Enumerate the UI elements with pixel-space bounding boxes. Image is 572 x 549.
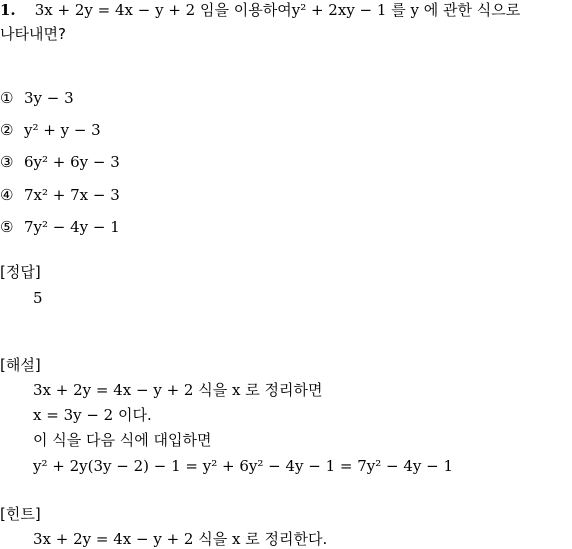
answer-label: [정답] (0, 263, 41, 281)
answer-value: 5 (33, 289, 43, 307)
explanation-text-a: 식을 (198, 381, 228, 399)
choice-4-mark: ④ (0, 186, 14, 204)
choice-5[interactable] (0, 217, 120, 237)
choice-1-mark: ① (0, 89, 14, 107)
hint-variable: x (232, 530, 241, 548)
explanation-text-c: 이다. (118, 406, 152, 424)
question-expression: y² + 2xy − 1 (291, 1, 387, 19)
choice-5-expression: 7y² − 4y − 1 (24, 218, 120, 236)
choice-2[interactable] (0, 120, 101, 140)
hint-equation: 3x + 2y = 4x − y + 2 (33, 530, 194, 548)
question-line-2: 나타내면? (0, 25, 66, 43)
hint-line-1 (33, 529, 327, 549)
explanation-text-b: 로 정리하면 (245, 381, 323, 399)
choice-2-expression: y² + y − 3 (24, 121, 101, 139)
explanation-solution: x = 3y − 2 (33, 406, 114, 424)
explanation-label: [해설] (0, 356, 41, 374)
hint-label: [힌트] (0, 505, 41, 523)
choice-4-expression: 7x² + 7x − 3 (24, 186, 120, 204)
question-text-c: 에 관한 식으로 (423, 1, 521, 19)
choice-4[interactable] (0, 185, 120, 205)
question-variable: y (410, 1, 419, 19)
hint-text-b: 로 정리한다. (245, 530, 328, 548)
question-text-a: 임을 이용하여 (200, 1, 292, 19)
explanation-line-3: 이 식을 다음 식에 대입하면 (33, 431, 212, 449)
choice-5-mark: ⑤ (0, 218, 14, 236)
hint-text-a: 식을 (198, 530, 228, 548)
explanation-line-4: y² + 2y(3y − 2) − 1 = y² + 6y² − 4y − 1 = 7y² − 4y − 1 (33, 457, 454, 475)
choice-3-expression: 6y² + 6y − 3 (24, 153, 120, 171)
question-line-1 (0, 0, 520, 20)
explanation-line-1 (33, 380, 322, 400)
explanation-equation: 3x + 2y = 4x − y + 2 (33, 381, 194, 399)
choice-1[interactable] (0, 88, 74, 108)
choice-3-mark: ③ (0, 153, 14, 171)
question-equation: 3x + 2y = 4x − y + 2 (34, 1, 196, 19)
choice-2-mark: ② (0, 121, 14, 139)
question-number: 1. (0, 1, 16, 19)
explanation-variable: x (232, 381, 241, 399)
choice-1-expression: 3y − 3 (24, 89, 74, 107)
explanation-line-2 (33, 405, 152, 425)
choice-3[interactable] (0, 152, 120, 172)
question-text-b: 를 (391, 1, 406, 19)
